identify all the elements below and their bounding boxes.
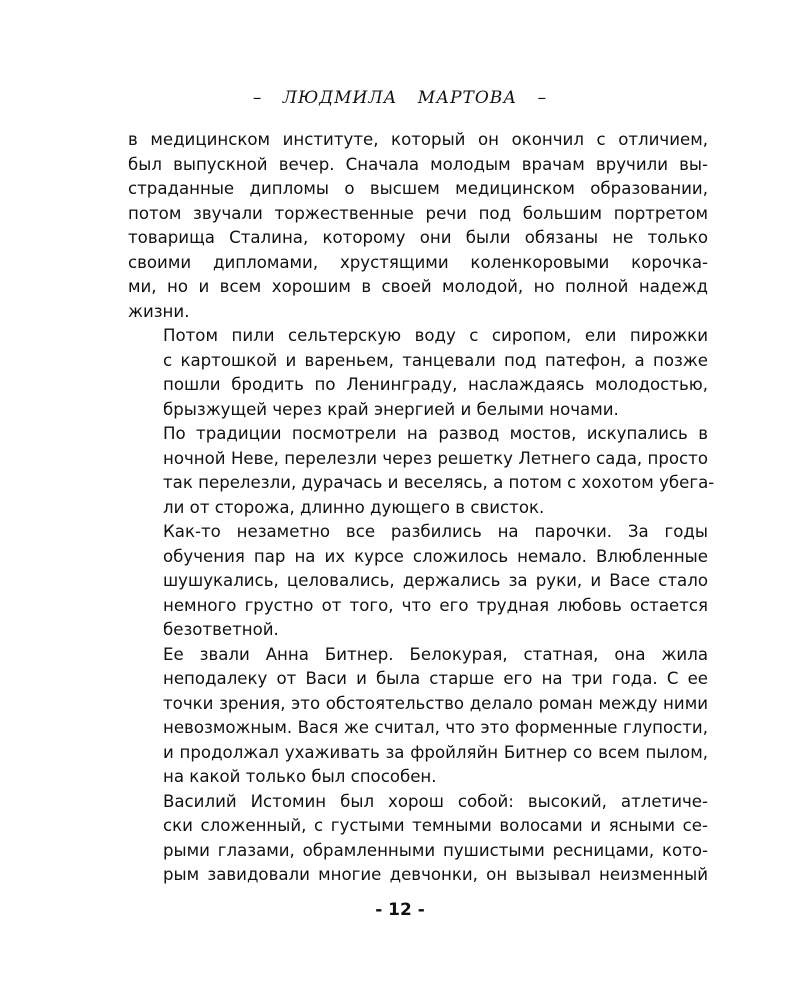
text-line: рыми глазами, обрамленными пушистыми ресницами, кото- [163, 840, 708, 860]
text-line: был выпускной вечер. Сначала молодым врачам вручили вы- [128, 154, 708, 174]
text-line: и продолжал ухаживать за фройляйн Битнер со всем пылом, [163, 742, 708, 762]
text-line: немного грустно от того, что его трудная любовь остается [163, 595, 708, 615]
paragraph [128, 520, 708, 643]
text-line: страданные дипломы о высшем медицинском образовании, [128, 179, 708, 198]
text-line: ночной Неве, перелезли через решетку Летнего сада, просто [163, 448, 708, 468]
text-line: рым завидовали многие девчонки, он вызывал неизменный [163, 865, 708, 884]
page-number: - 12 - [375, 900, 425, 920]
text-line: брызжущей через край энергией и белыми ночами. [163, 399, 619, 419]
paragraph [128, 128, 708, 324]
text-line: ли от сторожа, длинно дующего в свисток. [163, 497, 545, 517]
text-line: безответной. [163, 620, 279, 639]
paragraph [128, 643, 708, 790]
text-line: своими дипломами, хрустящими коленкоровыми корочка- [128, 252, 708, 272]
text-line: Ее звали Анна Битнер. Белокурая, статная, она жила [163, 644, 708, 664]
paragraph [128, 790, 708, 888]
text-line: обучения пар на их курсе сложилось немало. Влюбленные [163, 546, 708, 566]
text-line: в медицинском институте, который он окончил с отличием, [128, 130, 708, 149]
text-line: Потом пили сельтерскую воду с сиропом, ели пирожки [163, 326, 708, 345]
text-line: потом звучали торжественные речи под большим портретом [128, 203, 708, 223]
text-line: ми, но и всем хорошим в своей молодой, но полной надежд [128, 277, 708, 296]
text-line: Василий Истомин был хорош собой: высокий, атлетиче- [163, 791, 708, 811]
text-line: пошли бродить по Ленинграду, наслаждаясь молодостью, [163, 375, 708, 394]
text-line: так перелезли, дурачась и веселясь, а потом с хохотом убега- [163, 473, 715, 492]
text-line: По традиции посмотрели на развод мостов, искупались в [163, 424, 708, 443]
text-line: шушукались, целовались, держались за руки, и Васе стало [163, 571, 708, 590]
text-line: с картошкой и вареньем, танцевали под патефон, а позже [163, 350, 708, 370]
text-line: товарища Сталина, которому они были обязаны не только [128, 228, 708, 247]
text-line: Как-то незаметно все разбились на парочки. За годы [163, 522, 708, 541]
running-head: – ЛЮДМИЛА МАРТОВА – [252, 88, 548, 108]
paragraph [128, 422, 715, 520]
body-text [128, 128, 715, 888]
text-line: ски сложенный, с густыми темными волосами и ясными се- [163, 816, 708, 835]
text-line: на какой только был способен. [163, 767, 437, 786]
text-line: точки зрения, это обстоятельство делало роман между ними [163, 693, 708, 713]
paragraph [128, 324, 708, 422]
text-line: невозможным. Вася же считал, что это форменные глупости, [163, 718, 708, 737]
text-line: жизни. [128, 301, 190, 321]
text-line: неподалеку от Васи и была старше его на три года. С ее [163, 669, 708, 688]
